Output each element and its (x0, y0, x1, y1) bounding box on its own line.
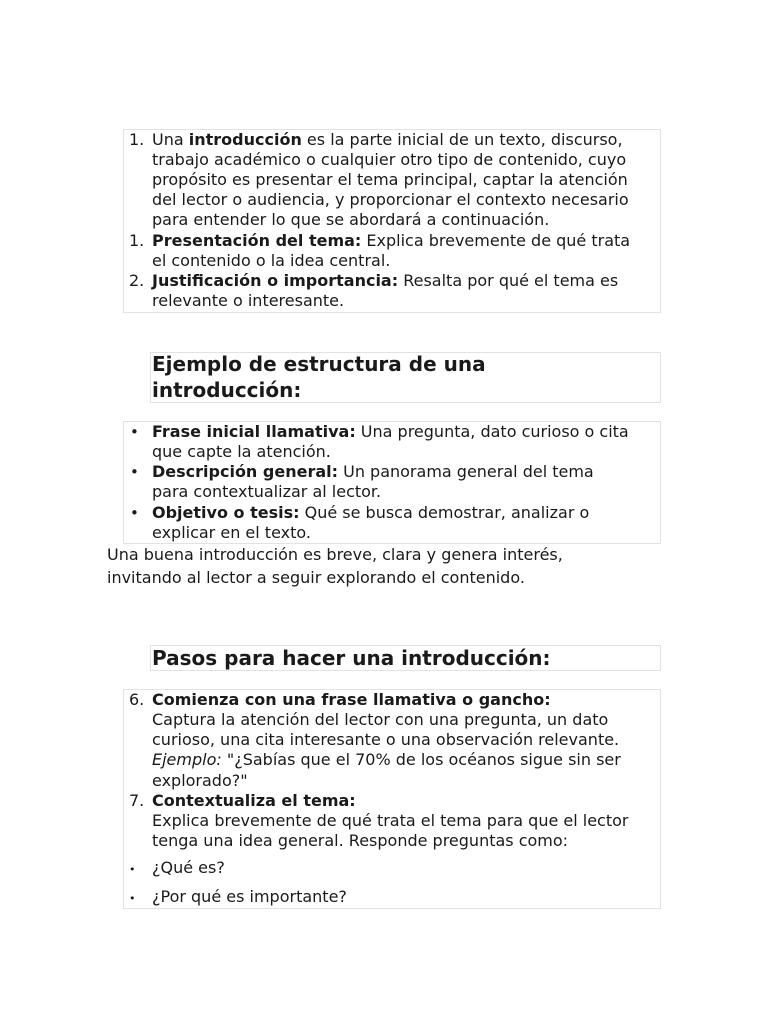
list-item: Objetivo o tesis: Qué se busca demostrar, analizar o (152, 503, 590, 522)
intro-definition-line: propósito es presentar el tema principal, captar la atención (152, 170, 628, 189)
step-text: explorado?" (152, 771, 248, 790)
list-item-continuation: que capte la atención. (152, 442, 331, 461)
step-title: Contextualiza el tema: (152, 791, 356, 810)
step-text: curioso, una cita interesante o una observación relevante. (152, 730, 620, 749)
step-text: tenga una idea general. Responde preguntas como: (152, 831, 569, 850)
list-number: 7. (129, 791, 145, 810)
list-number: 6. (129, 690, 145, 709)
bullet: • (129, 863, 136, 876)
list-item-continuation: el contenido o la idea central. (152, 251, 391, 270)
intro-term: introducción (188, 130, 302, 149)
step-text: Captura la atención del lector con una pregunta, un dato (152, 710, 609, 729)
section-heading: introducción: (152, 378, 302, 402)
intro-definition-line: Una introducción es la parte inicial de un texto, discurso, (152, 130, 623, 149)
list-item: Presentación del tema: Explica brevemente de qué trata (152, 231, 631, 250)
bullet: • (130, 463, 139, 481)
list-number: 1. (129, 231, 145, 250)
step-title: Comienza con una frase llamativa o gancho: (152, 690, 551, 709)
step-example: Ejemplo: "¿Sabías que el 70% de los océanos sigue sin ser (152, 750, 621, 769)
list-item-continuation: relevante o interesante. (152, 291, 345, 310)
intro-definition-line: para entender lo que se abordará a continuación. (152, 210, 550, 229)
list-number: 2. (129, 271, 145, 290)
bullet: • (129, 892, 136, 905)
list-item: Frase inicial llamativa: Una pregunta, dato curioso o cita (152, 422, 629, 441)
step-text: Explica brevemente de qué trata el tema para que el lector (152, 811, 629, 830)
summary-paragraph-line: Una buena introducción es breve, clara y genera interés, (107, 545, 563, 564)
summary-paragraph-line: invitando al lector a seguir explorando el contenido. (107, 568, 525, 587)
intro-definition-line: trabajo académico o cualquier otro tipo de contenido, cuyo (152, 150, 627, 169)
bullet: • (130, 423, 139, 441)
intro-definition-line: del lector o audiencia, y proporcionar el contexto necesario (152, 190, 629, 209)
bullet: • (130, 504, 139, 522)
section-heading: Pasos para hacer una introducción: (152, 646, 551, 670)
list-item-continuation: explicar en el texto. (152, 523, 311, 542)
list-item-continuation: para contextualizar al lector. (152, 482, 382, 501)
list-item: Justificación o importancia: Resalta por qué el tema es (152, 271, 619, 290)
list-number: 1. (129, 130, 145, 149)
section-heading: Ejemplo de estructura de una (152, 352, 486, 376)
list-item: Descripción general: Un panorama general del tema (152, 462, 594, 481)
sub-list-item: ¿Qué es? (152, 858, 225, 877)
sub-list-item: ¿Por qué es importante? (152, 887, 347, 906)
